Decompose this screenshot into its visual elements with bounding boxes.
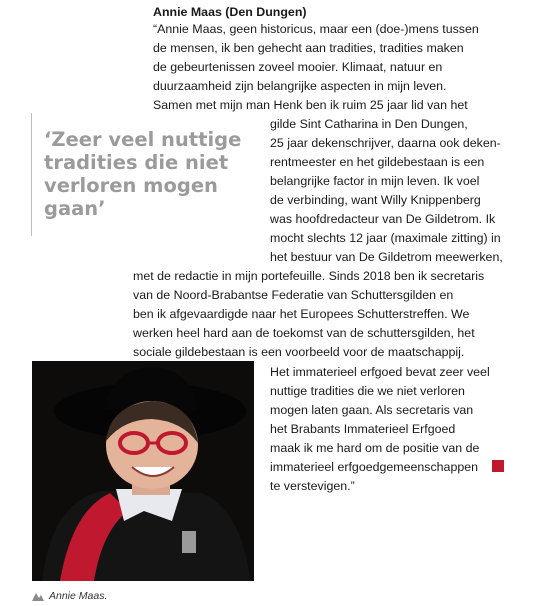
- body-line: rentmeester en het gildebestaan is een: [270, 155, 485, 169]
- body-line: duurzaamheid zijn belangrijke aspecten in mijn leven.: [153, 79, 447, 93]
- body-line: immaterieel erfgoedgemeenschappen: [270, 460, 479, 474]
- caption-text: Annie Maas.: [49, 590, 108, 602]
- mountain-icon: [32, 591, 44, 601]
- body-line: maak ik me hard om de positie van de: [270, 441, 480, 455]
- body-line: van de Noord-Brabantse Federatie van Schuttersgilden en: [133, 288, 454, 302]
- pull-quote: [44, 128, 244, 220]
- portrait-illustration: [32, 361, 254, 581]
- body-line: ben ik afgevaardigde naar het Europees Schutterstreffen. We: [133, 307, 470, 321]
- body-line: te verstevigen.”: [270, 479, 355, 493]
- pull-quote-line: gaan’: [44, 197, 106, 220]
- body-line: mocht slechts 12 jaar (maximale zitting) in: [270, 231, 501, 245]
- body-line: Samen met mijn man Henk ben ik ruim 25 jaar lid van het: [153, 98, 468, 112]
- body-line: mogen laten gaan. Als secretaris van: [270, 403, 474, 417]
- body-line: het bestuur van De Gildetrom meewerken,: [270, 250, 503, 264]
- body-line: het Brabants Immaterieel Erfgoed: [270, 422, 456, 436]
- body-line: de mensen, ik ben gehecht aan tradities, tradities maken: [153, 41, 464, 55]
- pull-quote-line: tradities die niet: [44, 151, 229, 174]
- pull-quote-rule: [31, 113, 32, 236]
- body-line: “Annie Maas, geen historicus, maar een (doe-)mens tussen: [153, 22, 479, 36]
- body-line: de verbinding, want Willy Knippenberg: [270, 193, 481, 207]
- article-heading: Annie Maas (Den Dungen): [153, 5, 307, 19]
- body-line: was hoofdredacteur van De Gildetrom. Ik: [270, 212, 496, 226]
- body-line: met de redactie in mijn portefeuille. Sinds 2018 ben ik secretaris: [133, 269, 485, 283]
- pull-quote-line: ‘Zeer veel nuttige: [44, 128, 242, 151]
- pull-quote-line: verloren mogen: [44, 174, 218, 197]
- body-line: de gebeurtenissen zoveel mooier. Klimaat, natuur en: [153, 60, 443, 74]
- body-line: gilde Sint Catharina in Den Dungen,: [270, 117, 468, 131]
- body-line: belangrijke factor in mijn leven. Ik voel: [270, 174, 480, 188]
- body-line: sociale gildebestaan is een voorbeeld voor de maatschappij.: [133, 345, 465, 359]
- portrait-photo: [32, 361, 254, 581]
- body-line: Het immaterieel erfgoed bevat zeer veel: [270, 365, 490, 379]
- body-line: 25 jaar dekenschrijver, daarna ook deken-: [270, 136, 501, 150]
- body-line: werken heel hard aan de toekomst van de schuttersgilden, het: [133, 326, 475, 340]
- end-of-article-mark: [492, 460, 504, 472]
- body-line: nuttige tradities die we niet verloren: [270, 384, 465, 398]
- photo-caption: [32, 589, 107, 603]
